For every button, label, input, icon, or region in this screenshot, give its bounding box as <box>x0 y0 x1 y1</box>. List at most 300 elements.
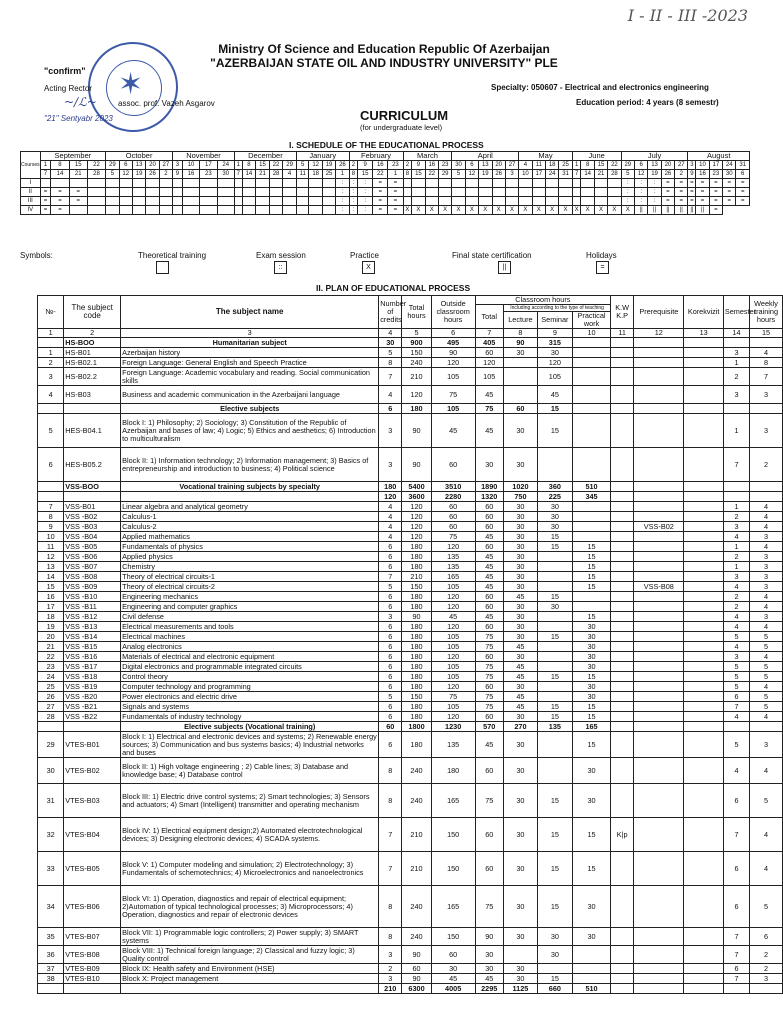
day-cell: 13 <box>648 161 661 170</box>
seminar <box>537 622 572 632</box>
row-no: 22 <box>38 652 64 662</box>
col-number: 11 <box>611 329 634 338</box>
subject-name: Chemistry <box>121 562 379 572</box>
korekvizit <box>684 784 723 818</box>
day-cell: 14 <box>51 170 69 179</box>
practical: 30 <box>572 758 610 784</box>
weekly-hours <box>750 404 783 414</box>
symbol-0-label: Theoretical training <box>138 251 207 260</box>
day-cell: 7 <box>234 170 242 179</box>
schedule-cell: : <box>648 179 661 188</box>
classroom-total: 60 <box>475 512 503 522</box>
schedule-cell: = <box>709 188 722 197</box>
day-cell: 26 <box>661 170 674 179</box>
subject-code: VTES-B04 <box>64 818 121 852</box>
schedule-cell <box>269 188 283 197</box>
day-cell: 7 <box>40 170 51 179</box>
credits: 4 <box>379 532 402 542</box>
korekvizit <box>684 522 723 532</box>
education-period: Education period: 4 years (8 semestr) <box>576 98 719 107</box>
schedule-cell: X <box>465 206 478 215</box>
kw-kp <box>611 946 634 964</box>
day-cell: 7 <box>572 170 581 179</box>
semester: 4 <box>723 712 749 722</box>
weekly-hours: 4 <box>750 348 783 358</box>
classroom-total: 60 <box>475 522 503 532</box>
lecture: 30 <box>503 552 537 562</box>
subject-code: VSS -B07 <box>64 562 121 572</box>
schedule-cell <box>296 206 309 215</box>
prerequisite <box>634 722 684 732</box>
schedule-cell <box>412 179 425 188</box>
subject-name: Block V: 1) Computer modeling and simulation; 2) Electrotechnology; 3) Fundamentals of schemotechnics; 4) Microelectronics and nanoelectronics <box>121 852 379 886</box>
seminar: 15 <box>537 632 572 642</box>
day-cell: 8 <box>51 161 69 170</box>
schedule-cell: = <box>723 179 736 188</box>
schedule-cell <box>425 197 438 206</box>
subject-name: Block VI: 1) Operation, diagnostics and repair of electrical equipment; 2)Automation of typical technological processes; 3) Microprocessors; 4) Operation, diagnostics and repair of electronic devices <box>121 886 379 928</box>
practical <box>572 512 610 522</box>
schedule-cell <box>403 188 412 197</box>
day-cell: 3 <box>688 161 696 170</box>
classroom-total: 75 <box>475 662 503 672</box>
schedule-cell: = <box>675 188 688 197</box>
classroom-total: 75 <box>475 702 503 712</box>
day-cell: 9 <box>358 161 373 170</box>
table-row <box>38 602 783 612</box>
practical: 345 <box>572 492 610 502</box>
seminar <box>537 552 572 562</box>
schedule-cell: : <box>336 206 349 215</box>
semester: 3 <box>723 572 749 582</box>
day-cell: 20 <box>492 161 505 170</box>
schedule-cell <box>572 179 581 188</box>
schedule-cell <box>322 206 335 215</box>
weekly-hours: 3 <box>750 552 783 562</box>
schedule-cell <box>559 188 572 197</box>
korekvizit <box>684 492 723 502</box>
schedule-cell: = <box>661 188 674 197</box>
schedule-cell: : <box>336 188 349 197</box>
schedule-cell <box>106 197 119 206</box>
total-hours: 240 <box>402 758 432 784</box>
section-row <box>38 338 783 348</box>
subject-code: HS-BOO <box>64 338 121 348</box>
total-hours: 60 <box>402 964 432 974</box>
outside-hours: 60 <box>431 946 475 964</box>
schedule-cell <box>217 197 234 206</box>
prerequisite <box>634 602 684 612</box>
semester: 3 <box>723 386 749 404</box>
schedule-cell <box>132 188 145 197</box>
subject-name: Power electronics and electric drive <box>121 692 379 702</box>
schedule-cell: = <box>661 179 674 188</box>
kw-kp: K|p <box>611 818 634 852</box>
prerequisite <box>634 928 684 946</box>
schedule-cell: : <box>358 188 373 197</box>
schedule-cell <box>465 197 478 206</box>
table-row <box>38 632 783 642</box>
schedule-cell <box>256 206 270 215</box>
semester: 2 <box>723 368 749 386</box>
subject-name: Block X: Project management <box>121 974 379 984</box>
schedule-cell: = <box>373 179 388 188</box>
row-no: 8 <box>38 512 64 522</box>
schedule-cell: = <box>675 197 688 206</box>
weekly-hours: 3 <box>750 562 783 572</box>
subject-name: Foreign Language: General English and Speech Practice <box>121 358 379 368</box>
seminar: 15 <box>537 818 572 852</box>
credits: 30 <box>379 338 402 348</box>
subject-code: VTES-B07 <box>64 928 121 946</box>
day-cell: 24 <box>546 170 559 179</box>
total-row <box>38 492 783 502</box>
lecture: 90 <box>503 338 537 348</box>
classroom-total: 120 <box>475 358 503 368</box>
subject-name: Block III: 1) Electric drive control systems; 2) Smart technologies; 3) Sensors and actuators; 4) Smart (Intelligent) transmitter and operating mechanism <box>121 784 379 818</box>
subject-code: VSS -B04 <box>64 532 121 542</box>
row-no: 12 <box>38 552 64 562</box>
hdr-credits: Number of credits <box>379 296 402 329</box>
semester: 5 <box>723 732 749 758</box>
subject-code: VTES-B06 <box>64 886 121 928</box>
day-cell: 13 <box>479 161 492 170</box>
day-cell: 28 <box>269 170 283 179</box>
lecture <box>503 946 537 964</box>
day-cell: 2 <box>159 170 172 179</box>
outside-hours: 120 <box>431 712 475 722</box>
schedule-cell <box>581 188 594 197</box>
schedule-cell: = <box>709 197 722 206</box>
table-row <box>38 448 783 482</box>
schedule-cell: = <box>736 179 750 188</box>
subject-code: HS-B02.1 <box>64 358 121 368</box>
classroom-total: 45 <box>475 414 503 448</box>
day-cell: 8 <box>581 161 594 170</box>
day-cell: 1 <box>336 170 349 179</box>
semester: 5 <box>723 632 749 642</box>
hdr-no: №- <box>38 296 64 329</box>
schedule-cell <box>532 197 545 206</box>
credits: 6 <box>379 542 402 552</box>
seminar: 120 <box>537 358 572 368</box>
row-no: 26 <box>38 692 64 702</box>
practical <box>572 448 610 482</box>
schedule-cell <box>309 179 322 188</box>
total-hours: 180 <box>402 662 432 672</box>
table-row <box>38 368 783 386</box>
classroom-total: 45 <box>475 612 503 622</box>
month-10: June <box>572 152 621 161</box>
practical: 15 <box>572 712 610 722</box>
kw-kp <box>611 974 634 984</box>
classroom-total: 30 <box>475 448 503 482</box>
total-hours: 180 <box>402 552 432 562</box>
classroom-total: 90 <box>475 928 503 946</box>
table-row <box>38 974 783 984</box>
day-cell: 25 <box>322 170 335 179</box>
subject-code: VSS -B16 <box>64 652 121 662</box>
lecture: 30 <box>503 572 537 582</box>
credits: 8 <box>379 886 402 928</box>
schedule-cell <box>572 197 581 206</box>
lecture: 30 <box>503 602 537 612</box>
schedule-cell: X <box>492 206 505 215</box>
lecture: 30 <box>503 852 537 886</box>
row-no: 29 <box>38 732 64 758</box>
seminar <box>537 612 572 622</box>
subject-code: VSS -B06 <box>64 552 121 562</box>
lecture: 30 <box>503 732 537 758</box>
schedule-cell <box>132 179 145 188</box>
schedule-cell <box>492 188 505 197</box>
credits: 8 <box>379 358 402 368</box>
day-cell: 20 <box>661 161 674 170</box>
outside-hours: 75 <box>431 386 475 404</box>
kw-kp <box>611 602 634 612</box>
schedule-cell <box>452 188 465 197</box>
korekvizit <box>684 414 723 448</box>
outside-hours: 105 <box>431 368 475 386</box>
prerequisite <box>634 552 684 562</box>
classroom-total: 60 <box>475 652 503 662</box>
symbols-label: Symbols: <box>20 251 53 260</box>
subject-code: VSS-BOO <box>64 482 121 492</box>
semester <box>723 404 749 414</box>
month-12: August <box>688 152 750 161</box>
schedule-cell <box>608 188 621 197</box>
schedule-cell <box>425 188 438 197</box>
schedule-cell: = <box>373 188 388 197</box>
schedule-cell <box>200 179 217 188</box>
lecture: 30 <box>503 928 537 946</box>
table-row <box>38 522 783 532</box>
practical: 15 <box>572 542 610 552</box>
seminar: 15 <box>537 852 572 886</box>
total-hours: 240 <box>402 358 432 368</box>
kw-kp <box>611 622 634 632</box>
seminar: 105 <box>537 368 572 386</box>
classroom-total: 1890 <box>475 482 503 492</box>
practical <box>572 592 610 602</box>
practical: 15 <box>572 852 610 886</box>
total-hours: 180 <box>402 632 432 642</box>
row-no: 18 <box>38 612 64 622</box>
symbol-3-label: Final state certification <box>452 251 532 260</box>
credits: 6 <box>379 592 402 602</box>
kw-kp <box>611 492 634 502</box>
prerequisite <box>634 652 684 662</box>
row-no: 37 <box>38 964 64 974</box>
row-no: 15 <box>38 582 64 592</box>
weekly-hours: 3 <box>750 732 783 758</box>
lecture: 45 <box>503 692 537 702</box>
schedule-cell: X <box>572 206 581 215</box>
day-cell: 10 <box>519 170 532 179</box>
row-no: 19 <box>38 622 64 632</box>
schedule-cell <box>403 197 412 206</box>
hdr-prereq: Prerequisite <box>634 296 684 329</box>
seminar <box>537 758 572 784</box>
undergrad-subtitle: (for undergraduate level) <box>360 123 443 132</box>
schedule-cell <box>479 179 492 188</box>
credits: 3 <box>379 974 402 984</box>
schedule-cell <box>173 179 183 188</box>
schedule-cell <box>465 188 478 197</box>
outside-hours: 105 <box>431 642 475 652</box>
schedule-cell <box>403 179 412 188</box>
table-row <box>38 414 783 448</box>
schedule-cell: = <box>675 179 688 188</box>
table-row <box>38 532 783 542</box>
prerequisite <box>634 758 684 784</box>
subject-name: Fundamentals of physics <box>121 542 379 552</box>
total-hours: 150 <box>402 582 432 592</box>
subject-name: Applied mathematics <box>121 532 379 542</box>
schedule-cell <box>608 197 621 206</box>
lecture: 750 <box>503 492 537 502</box>
total-hours: 180 <box>402 562 432 572</box>
schedule-cell <box>132 206 145 215</box>
schedule-cell <box>119 188 132 197</box>
credits: 6 <box>379 652 402 662</box>
prerequisite <box>634 852 684 886</box>
symbol-1-mark: :: <box>274 261 287 274</box>
subject-code: HS-B01 <box>64 348 121 358</box>
symbol-3-mark: || <box>498 261 511 274</box>
day-cell: 19 <box>479 170 492 179</box>
table-row <box>38 582 783 592</box>
subject-code: VTES-B09 <box>64 964 121 974</box>
korekvizit <box>684 562 723 572</box>
day-cell: 3 <box>505 170 518 179</box>
korekvizit <box>684 386 723 404</box>
kw-kp <box>611 928 634 946</box>
schedule-cell: = <box>688 179 696 188</box>
symbol-4-label: Holidays <box>586 251 617 260</box>
weekly-hours <box>750 338 783 348</box>
semester: 5 <box>723 672 749 682</box>
weekly-hours: 4 <box>750 652 783 662</box>
semester: 1 <box>723 414 749 448</box>
subject-name: Block I: 1) Philosophy; 2) Sociology; 3) Constitution of the Republic of Azerbaijan and bases of law; 4) Logic; 5) Ethics and aesthetics; 6) Introduction to multiculturalism <box>121 414 379 448</box>
practical: 30 <box>572 642 610 652</box>
lecture <box>503 358 537 368</box>
row-no: 9 <box>38 522 64 532</box>
schedule-cell <box>519 197 532 206</box>
schedule-cell <box>51 179 69 188</box>
subject-name: Theory of electrical circuits-1 <box>121 572 379 582</box>
weekly-hours: 3 <box>750 612 783 622</box>
schedule-cell <box>581 197 594 206</box>
schedule-cell <box>182 206 199 215</box>
practical: 15 <box>572 818 610 852</box>
total-hours: 180 <box>402 702 432 712</box>
day-cell: 19 <box>648 170 661 179</box>
symbol-2-mark: X <box>362 261 375 274</box>
classroom-total: 75 <box>475 642 503 652</box>
credits: 120 <box>379 492 402 502</box>
outside-hours: 60 <box>431 502 475 512</box>
schedule-cell <box>452 197 465 206</box>
credits: 180 <box>379 482 402 492</box>
table-row <box>38 852 783 886</box>
schedule-cell: X <box>532 206 545 215</box>
semester: 3 <box>723 652 749 662</box>
credits: 4 <box>379 512 402 522</box>
outside-hours: 45 <box>431 612 475 622</box>
day-cell: 29 <box>439 170 452 179</box>
outside-hours: 120 <box>431 652 475 662</box>
lecture: 30 <box>503 886 537 928</box>
day-cell: 14 <box>242 170 256 179</box>
korekvizit <box>684 612 723 622</box>
semester: 7 <box>723 974 749 984</box>
schedule-cell <box>159 197 172 206</box>
subject-name: Civil defense <box>121 612 379 622</box>
classroom-total: 60 <box>475 712 503 722</box>
table-row <box>38 612 783 622</box>
day-cell: 26 <box>336 161 349 170</box>
schedule-cell <box>159 188 172 197</box>
credits: 3 <box>379 448 402 482</box>
korekvizit <box>684 712 723 722</box>
practical <box>572 602 610 612</box>
credits: 6 <box>379 632 402 642</box>
korekvizit <box>684 338 723 348</box>
classroom-total: 75 <box>475 784 503 818</box>
hdr-seminar: Seminar <box>537 312 572 329</box>
seminar <box>537 572 572 582</box>
kw-kp <box>611 582 634 592</box>
total-hours: 180 <box>402 602 432 612</box>
col-number: 6 <box>431 329 475 338</box>
lecture: 30 <box>503 532 537 542</box>
hdr-including: Including according to the type of teaching <box>503 305 610 312</box>
semester: 7 <box>723 448 749 482</box>
subject-name: Humanitarian subject <box>121 338 379 348</box>
schedule-cell <box>296 188 309 197</box>
schedule-cell <box>159 206 172 215</box>
hdr-total-hours: Total hours <box>402 296 432 329</box>
practical <box>572 368 610 386</box>
col-number: 3 <box>121 329 379 338</box>
practical: 30 <box>572 928 610 946</box>
day-cell: 19 <box>132 170 145 179</box>
total-hours: 3600 <box>402 492 432 502</box>
day-cell: 15 <box>358 170 373 179</box>
schedule-cell: X <box>479 206 492 215</box>
outside-hours: 120 <box>431 602 475 612</box>
outside-hours: 180 <box>431 758 475 784</box>
outside-hours: 135 <box>431 562 475 572</box>
total-hours: 210 <box>402 368 432 386</box>
subject-name: Signals and systems <box>121 702 379 712</box>
weekly-hours: 5 <box>750 662 783 672</box>
subject-code: VSS -B11 <box>64 602 121 612</box>
table-row <box>38 562 783 572</box>
schedule-cell: = <box>696 188 709 197</box>
col-number: 4 <box>379 329 402 338</box>
practical: 510 <box>572 984 610 994</box>
university-seal: ✶ <box>88 42 178 132</box>
total-hours: 120 <box>402 386 432 404</box>
table-row <box>38 348 783 358</box>
prerequisite <box>634 622 684 632</box>
row-no: 5 <box>38 414 64 448</box>
weekly-hours: 4 <box>750 502 783 512</box>
day-cell: 1 <box>572 161 581 170</box>
